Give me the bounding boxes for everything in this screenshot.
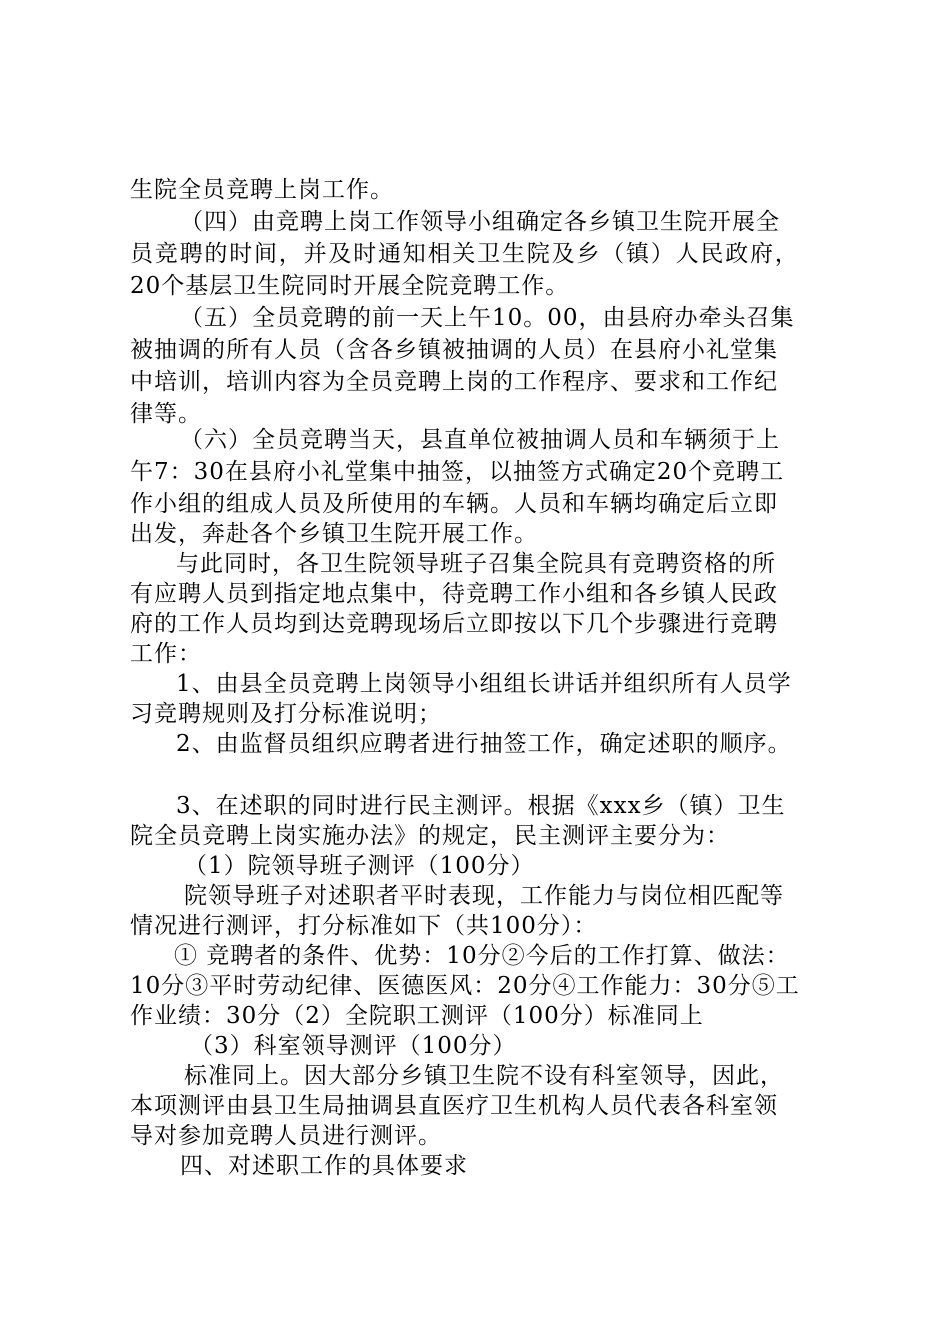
text-line: 标准同上。因大部分乡镇卫生院不设有科室领导，因此， — [184, 1063, 784, 1089]
text-line: 律等。 — [130, 401, 202, 427]
text-line: 10分③平时劳动纪律、医德医风：20分④工作能力：30分⑤工 — [130, 973, 800, 999]
text-line: 院领导班子对述职者平时表现，工作能力与岗位相匹配等 — [184, 883, 784, 909]
text-line: （3）科室领导测评（100分） — [190, 1033, 517, 1059]
text-line: 中培训，培训内容为全员竞聘上岗的工作程序、要求和工作纪 — [130, 369, 778, 395]
text-line: 出发，奔赴各个乡镇卫生院开展工作。 — [130, 521, 538, 547]
text-line: 工作： — [130, 641, 202, 667]
text-line: （四）由竞聘上岗工作领导小组确定各乡镇卫生院开展全 — [180, 209, 780, 235]
text-line: 有应聘人员到指定地点集中，待竞聘工作小组和各乡镇人民政 — [130, 581, 778, 607]
text-line: 习竞聘规则及打分标准说明； — [130, 701, 442, 727]
text-line: 作小组的组成人员及所使用的车辆。人员和车辆均确定后立即 — [130, 491, 778, 517]
text-line: 院全员竞聘上岗实施办法》的规定，民主测评主要分为： — [130, 823, 730, 849]
text-line: （1）院领导班子测评（100分） — [184, 853, 535, 879]
text-line: 导对参加竞聘人员进行测评。 — [130, 1123, 442, 1149]
text-line: 生院全员竞聘上岗工作。 — [130, 177, 394, 203]
text-line: 情况进行测评，打分标准如下（共100分）： — [130, 913, 598, 939]
text-line: 府的工作人员均到达竞聘现场后立即按以下几个步骤进行竞聘 — [130, 611, 778, 637]
text-line: 2、由监督员组织应聘者进行抽签工作，确定述职的顺序。 — [176, 731, 792, 757]
text-line: 3、在述职的同时进行民主测评。根据《xxx乡（镇）卫生 — [176, 793, 786, 819]
text-line: 作业绩：30分（2）全院职工测评（100分）标准同上 — [130, 1003, 704, 1029]
text-line: 本项测评由县卫生局抽调县直医疗卫生机构人员代表各科室领 — [130, 1093, 778, 1119]
text-line: （五）全员竞聘的前一天上午10。00，由县府办牵头召集 — [180, 305, 795, 331]
text-line: 午7：30在县府小礼堂集中抽签，以抽签方式确定20个竞聘工 — [130, 459, 785, 485]
text-line: 与此同时，各卫生院领导班子召集全院具有竞聘资格的所 — [176, 551, 776, 577]
text-line: 20个基层卫生院同时开展全院竞聘工作。 — [130, 273, 570, 299]
text-line: 四、对述职工作的具体要求 — [180, 1153, 468, 1179]
text-line: 员竞聘的时间，并及时通知相关卫生院及乡（镇）人民政府， — [130, 241, 800, 267]
text-line: 被抽调的所有人员（含各乡镇被抽调的人员）在县府小礼堂集 — [130, 337, 778, 363]
text-line: ① 竞聘者的条件、优势：10分②今后的工作打算、做法： — [174, 943, 790, 969]
text-line: （六）全员竞聘当天，县直单位被抽调人员和车辆须于上 — [180, 427, 780, 453]
text-line: 1、由县全员竞聘上岗领导小组组长讲话并组织所有人员学 — [176, 671, 792, 697]
